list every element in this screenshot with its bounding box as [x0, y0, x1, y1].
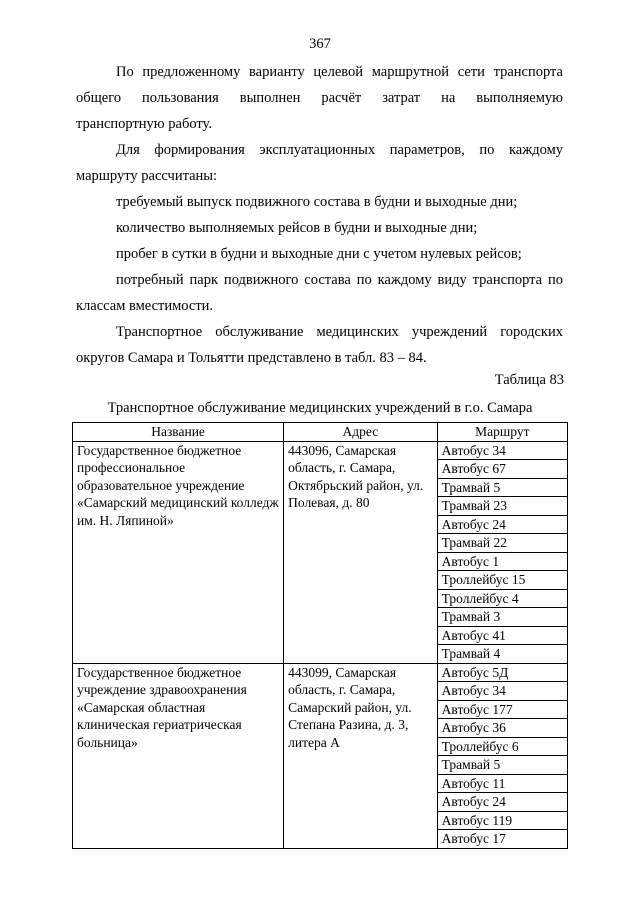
- route-item: Автобус 24: [438, 793, 567, 812]
- route-item: Трамвай 5: [438, 756, 567, 775]
- list-item-4-line-2: классам вместимости.: [76, 298, 214, 314]
- paragraph-2-line-1: Для формирования эксплуатационных параметров, по каждому: [116, 142, 563, 158]
- route-item: Трамвай 22: [438, 534, 567, 553]
- list-item-1: требуемый выпуск подвижного состава в будни и выходные дни;: [116, 194, 518, 210]
- medical-transport-table: [72, 422, 568, 849]
- route-item: Трамвай 4: [441, 646, 501, 661]
- route-item: Автобус 34: [438, 682, 567, 701]
- institution-address: 443096, Самарская область, г. Самара, Октябрьский район, ул. Полевая, д. 80: [284, 441, 438, 663]
- route-item: Троллейбус 15: [438, 571, 567, 590]
- institution-name: Государственное бюджетное профессиональное образовательное учреждение «Самарский медицинский колледж им. Н. Ляпиной»: [73, 441, 284, 663]
- route-item: Автобус 41: [438, 627, 567, 646]
- route-item: Троллейбус 4: [438, 590, 567, 609]
- header-name: Название: [73, 423, 284, 442]
- paragraph-1-line-3: транспортную работу.: [76, 116, 212, 132]
- route-item: Трамвай 3: [438, 608, 567, 627]
- paragraph-1-line-2: общего пользования выполнен расчёт затрат на выполняемую: [76, 90, 563, 106]
- route-item: Автобус 1: [438, 553, 567, 572]
- paragraph-1-line-1: По предложенному варианту целевой маршрутной сети транспорта: [116, 64, 563, 80]
- route-item: Автобус 36: [438, 719, 567, 738]
- route-item: Автобус 17: [441, 831, 506, 846]
- route-item: Автобус 34: [438, 442, 567, 461]
- institution-address: 443099, Самарская область, г. Самара, Самарский район, ул. Степана Разина, д. 3, литера А: [284, 663, 438, 848]
- route-list: [437, 441, 567, 663]
- list-item-3: пробег в сутки в будни и выходные дни с учетом нулевых рейсов;: [116, 246, 522, 262]
- table-title: Транспортное обслуживание медицинских учреждений в г.о. Самара: [107, 400, 533, 416]
- page-number: 367: [309, 36, 331, 52]
- route-item: Автобус 119: [438, 812, 567, 831]
- list-item-4-line-1: потребный парк подвижного состава по каждому виду транспорта по: [116, 272, 563, 288]
- table-header-row: [73, 423, 568, 442]
- table-row: [73, 441, 568, 663]
- paragraph-3-line-2: округов Самара и Тольятти представлено в табл. 83 – 84.: [76, 350, 427, 366]
- route-list: [437, 663, 567, 848]
- institution-name: Государственное бюджетное учреждение здравоохранения «Самарская областная клиническая гериатрическая больница»: [73, 663, 284, 848]
- route-item: Автобус 67: [438, 460, 567, 479]
- route-item: Трамвай 23: [438, 497, 567, 516]
- paragraph-3-line-1: Транспортное обслуживание медицинских учреждений городских: [116, 324, 563, 340]
- header-route: Маршрут: [437, 423, 567, 442]
- list-item-2: количество выполняемых рейсов в будни и выходные дни;: [116, 220, 478, 236]
- route-item: Автобус 5Д: [438, 664, 567, 683]
- table-label: Таблица 83: [494, 372, 564, 388]
- table-row: [73, 663, 568, 848]
- route-item: Автобус 24: [438, 516, 567, 535]
- route-item: Автобус 177: [438, 701, 567, 720]
- route-item: Трамвай 5: [438, 479, 567, 498]
- header-address: Адрес: [284, 423, 438, 442]
- route-item: Троллейбус 6: [438, 738, 567, 757]
- route-item: Автобус 11: [438, 775, 567, 794]
- paragraph-2-line-2: маршруту рассчитаны:: [76, 168, 218, 184]
